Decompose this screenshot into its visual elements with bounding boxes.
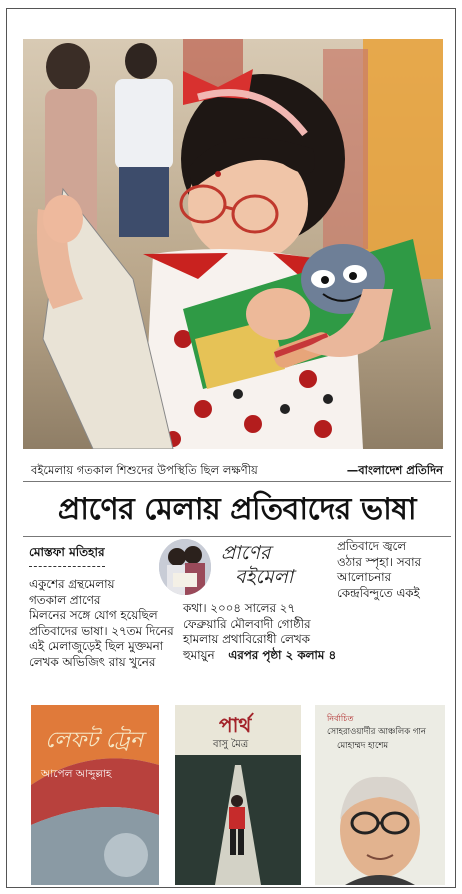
headline-divider [23, 536, 451, 537]
caption-divider [23, 481, 451, 482]
continuation-note[interactable]: এরপর পৃষ্ঠা ২ কলাম ৪ [228, 647, 337, 662]
photo-caption: বইমেলায় গতকাল শিশুদের উপস্থিতি ছিল লক্ষণীয় [31, 463, 258, 477]
book-3-author: মোহাম্মদ হাশেম [337, 741, 389, 751]
article-line: এই মেলাজুড়েই ছিল মুক্তমনা [29, 639, 164, 654]
article-line-last [183, 648, 447, 664]
book-cover-2 [175, 705, 301, 885]
article-line: কথা। ২০০৪ সালের ২৭ [183, 601, 296, 615]
article-line: আলোচনার [337, 570, 392, 585]
photo-caption-row [31, 461, 443, 479]
article-line: প্রতিবাদের ভাষা। ২৭তম দিনের [29, 623, 174, 638]
article-line: গতকাল প্রাণের [29, 592, 101, 607]
article-line: লেখক অভিজিৎ রায় খুনের [29, 654, 156, 669]
article-line: হামলায় প্রথাবিরোধী লেখক [183, 632, 310, 647]
book-1-author: আপেল আব্দুল্লাহ [41, 768, 112, 780]
child-reading-photo [23, 39, 443, 449]
newspaper-clipping [6, 8, 456, 888]
book-cover-1 [31, 705, 159, 885]
book-3-subtitle: নির্বাচিত [327, 714, 354, 723]
article-line: একুশের গ্রন্থমেলায় [29, 577, 115, 591]
book-2-title: পার্থ [219, 713, 252, 737]
book-1-title: লেফট ট্রেন [45, 728, 144, 753]
article-line: ওঠার স্পৃহা। সবার [337, 554, 422, 569]
byline: মোস্তফা মতিহার [29, 544, 105, 567]
headline: প্রাণের মেলায় প্রতিবাদের ভাষা [57, 492, 417, 527]
logo-line-2: বইমেলা [235, 566, 294, 588]
article-line: প্রতিবাদে জ্বলে [337, 539, 407, 553]
article-line: হুমায়ুন [183, 647, 215, 662]
book-3-title: সোহরাওয়ার্দীর আঞ্চলিক গান [327, 727, 427, 737]
logo-line-1: প্রাণের [221, 542, 271, 564]
article-line: কেন্দ্রবিন্দুতে একই [337, 585, 420, 600]
article-line: মিলনের সঙ্গে যোগ হয়েছিল [29, 608, 158, 623]
article-column-right-lower [183, 601, 447, 663]
article-line: ফেব্রুয়ারি মৌলবাদী গোষ্ঠীর [183, 616, 311, 631]
book-2-author: বাসু মৈত্র [213, 739, 249, 750]
photo-credit: —বাংলাদেশ প্রতিদিন [346, 463, 443, 477]
article-column-right [337, 539, 447, 601]
book-cover-3 [315, 705, 445, 885]
